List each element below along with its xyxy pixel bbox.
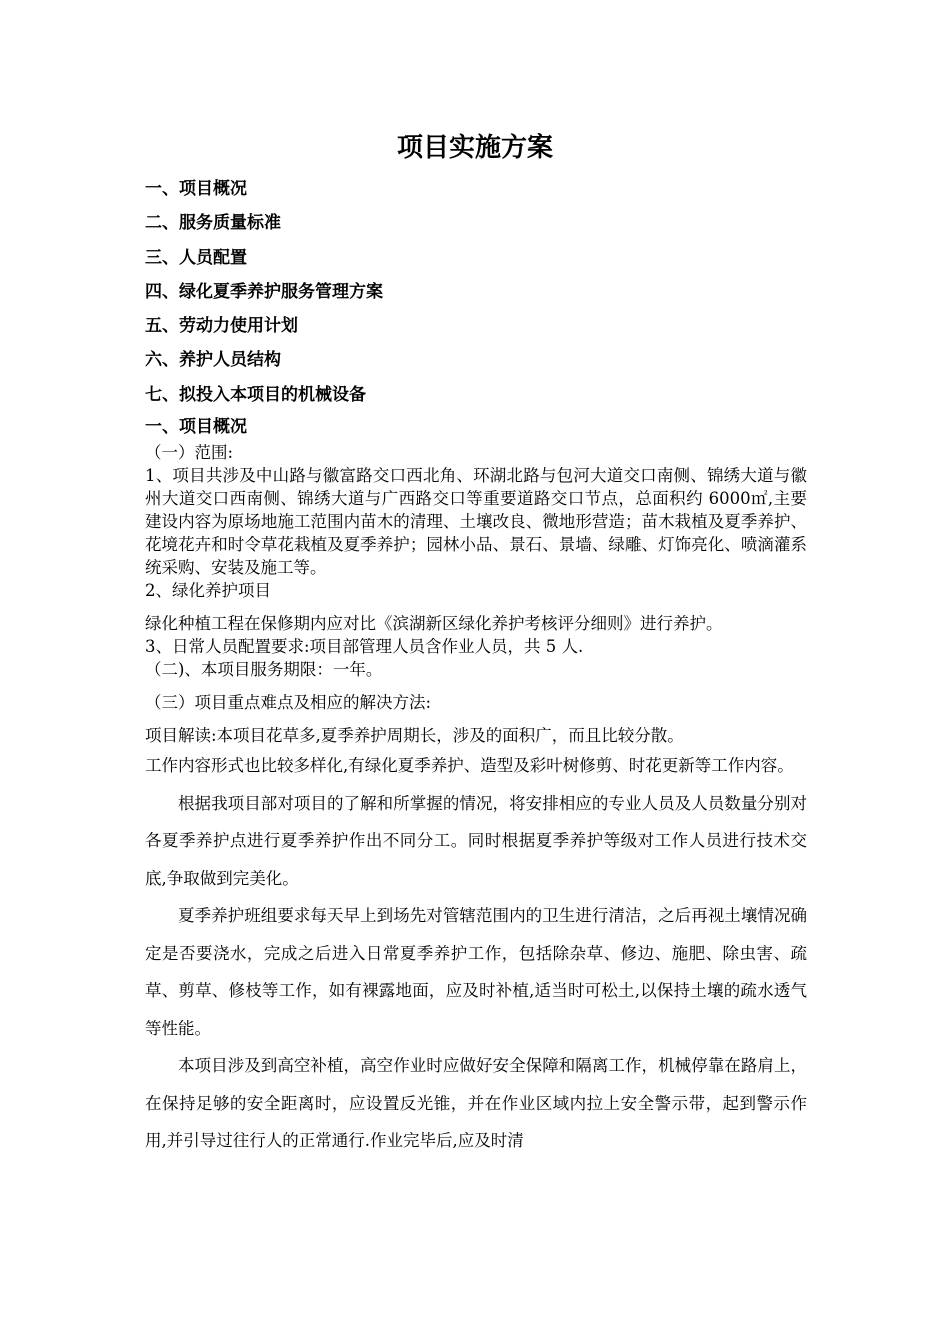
table-of-contents — [145, 172, 825, 412]
toc-item: 三、人员配置 — [145, 247, 247, 268]
paragraph-work-content: 工作内容形式也比较多样化,有绿化夏季养护、造型及彩叶树修剪、时花更新等工作内容。 — [145, 756, 794, 775]
toc-item: 四、绿化夏季养护服务管理方案 — [145, 281, 383, 302]
subsection-label-scope: （一）范围: — [145, 443, 234, 462]
toc-item: 七、拟投入本项目的机械设备 — [145, 384, 366, 405]
toc-item: 一、项目概况 — [145, 179, 247, 199]
section-heading: 一、项目概况 — [145, 417, 247, 437]
toc-item: 六、养护人员结构 — [145, 350, 281, 371]
document-body — [145, 413, 807, 1160]
paragraph-interpretation: 项目解读:本项目花草多,夏季养护周期长，涉及的面积广，而且比较分散。 — [145, 726, 684, 745]
paragraph-maintenance-standard: 绿化种植工程在保修期内应对比《滨湖新区绿化养护考核评分细则》进行养护。 — [145, 614, 723, 633]
document-title: 项目实施方案 — [396, 133, 553, 163]
subsection-label-key-points: （三）项目重点难点及相应的解决方法: — [145, 693, 432, 712]
toc-item: 二、服务质量标准 — [145, 213, 281, 234]
paragraph-daily-routine: 夏季养护班组要求每天早上到场先对管辖范围内的卫生进行清洁，之后再视土壤情况确定是否要浇水，完成之后进入日常夏季养护工作，包括除杂草、修边、施肥、除虫害、疏草、剪草、修枝等工作，如有裸露地面，应及时补植,适当时可松土,以保持土壤的疏水透气等性能。 — [145, 906, 807, 1038]
paragraph-high-altitude-safety: 本项目涉及到高空补植，高空作业时应做好安全保障和隔离工作，机械停靠在路肩上，在保持足够的安全距离时，应设置反光锥，并在作业区域内拉上安全警示带，起到警示作用,并引导过往行人的正常通行.作业完毕后,应及时清 — [145, 1056, 807, 1150]
paragraph-arrangement: 根据我项目部对项目的了解和所掌握的情况，将安排相应的专业人员及人员数量分别对各夏季养护点进行夏季养护作出不同分工。同时根据夏季养护等级对工作人员进行技术交底,争取做到完美化。 — [145, 793, 807, 888]
paragraph-scope-item1: 1、项目共涉及中山路与徽富路交口西北角、环湖北路与包河大道交口南侧、锦绣大道与徽州大道交口西南侧、锦绣大道与广西路交口等重要道路交口节点，总面积约 6000㎡,主要建设内容为原场地施工范围内苗木的清理、土壤改良、微地形营造；苗木栽植及夏季养护、花境花卉和时令草花栽植及夏季养护；园林小品、景石、景墙、绿雕、灯饰亮化、喷滴灌系统采购、安装及施工等。 — [145, 466, 807, 577]
paragraph-service-period: （二)、本项目服务期限：一年。 — [145, 660, 383, 679]
paragraph-scope-item2: 2、绿化养护项目 — [145, 581, 271, 600]
toc-item: 五、劳动力使用计划 — [145, 316, 298, 337]
paragraph-staffing: 3、日常人员配置要求:项目部管理人员含作业人员，共 5 人. — [145, 637, 584, 656]
